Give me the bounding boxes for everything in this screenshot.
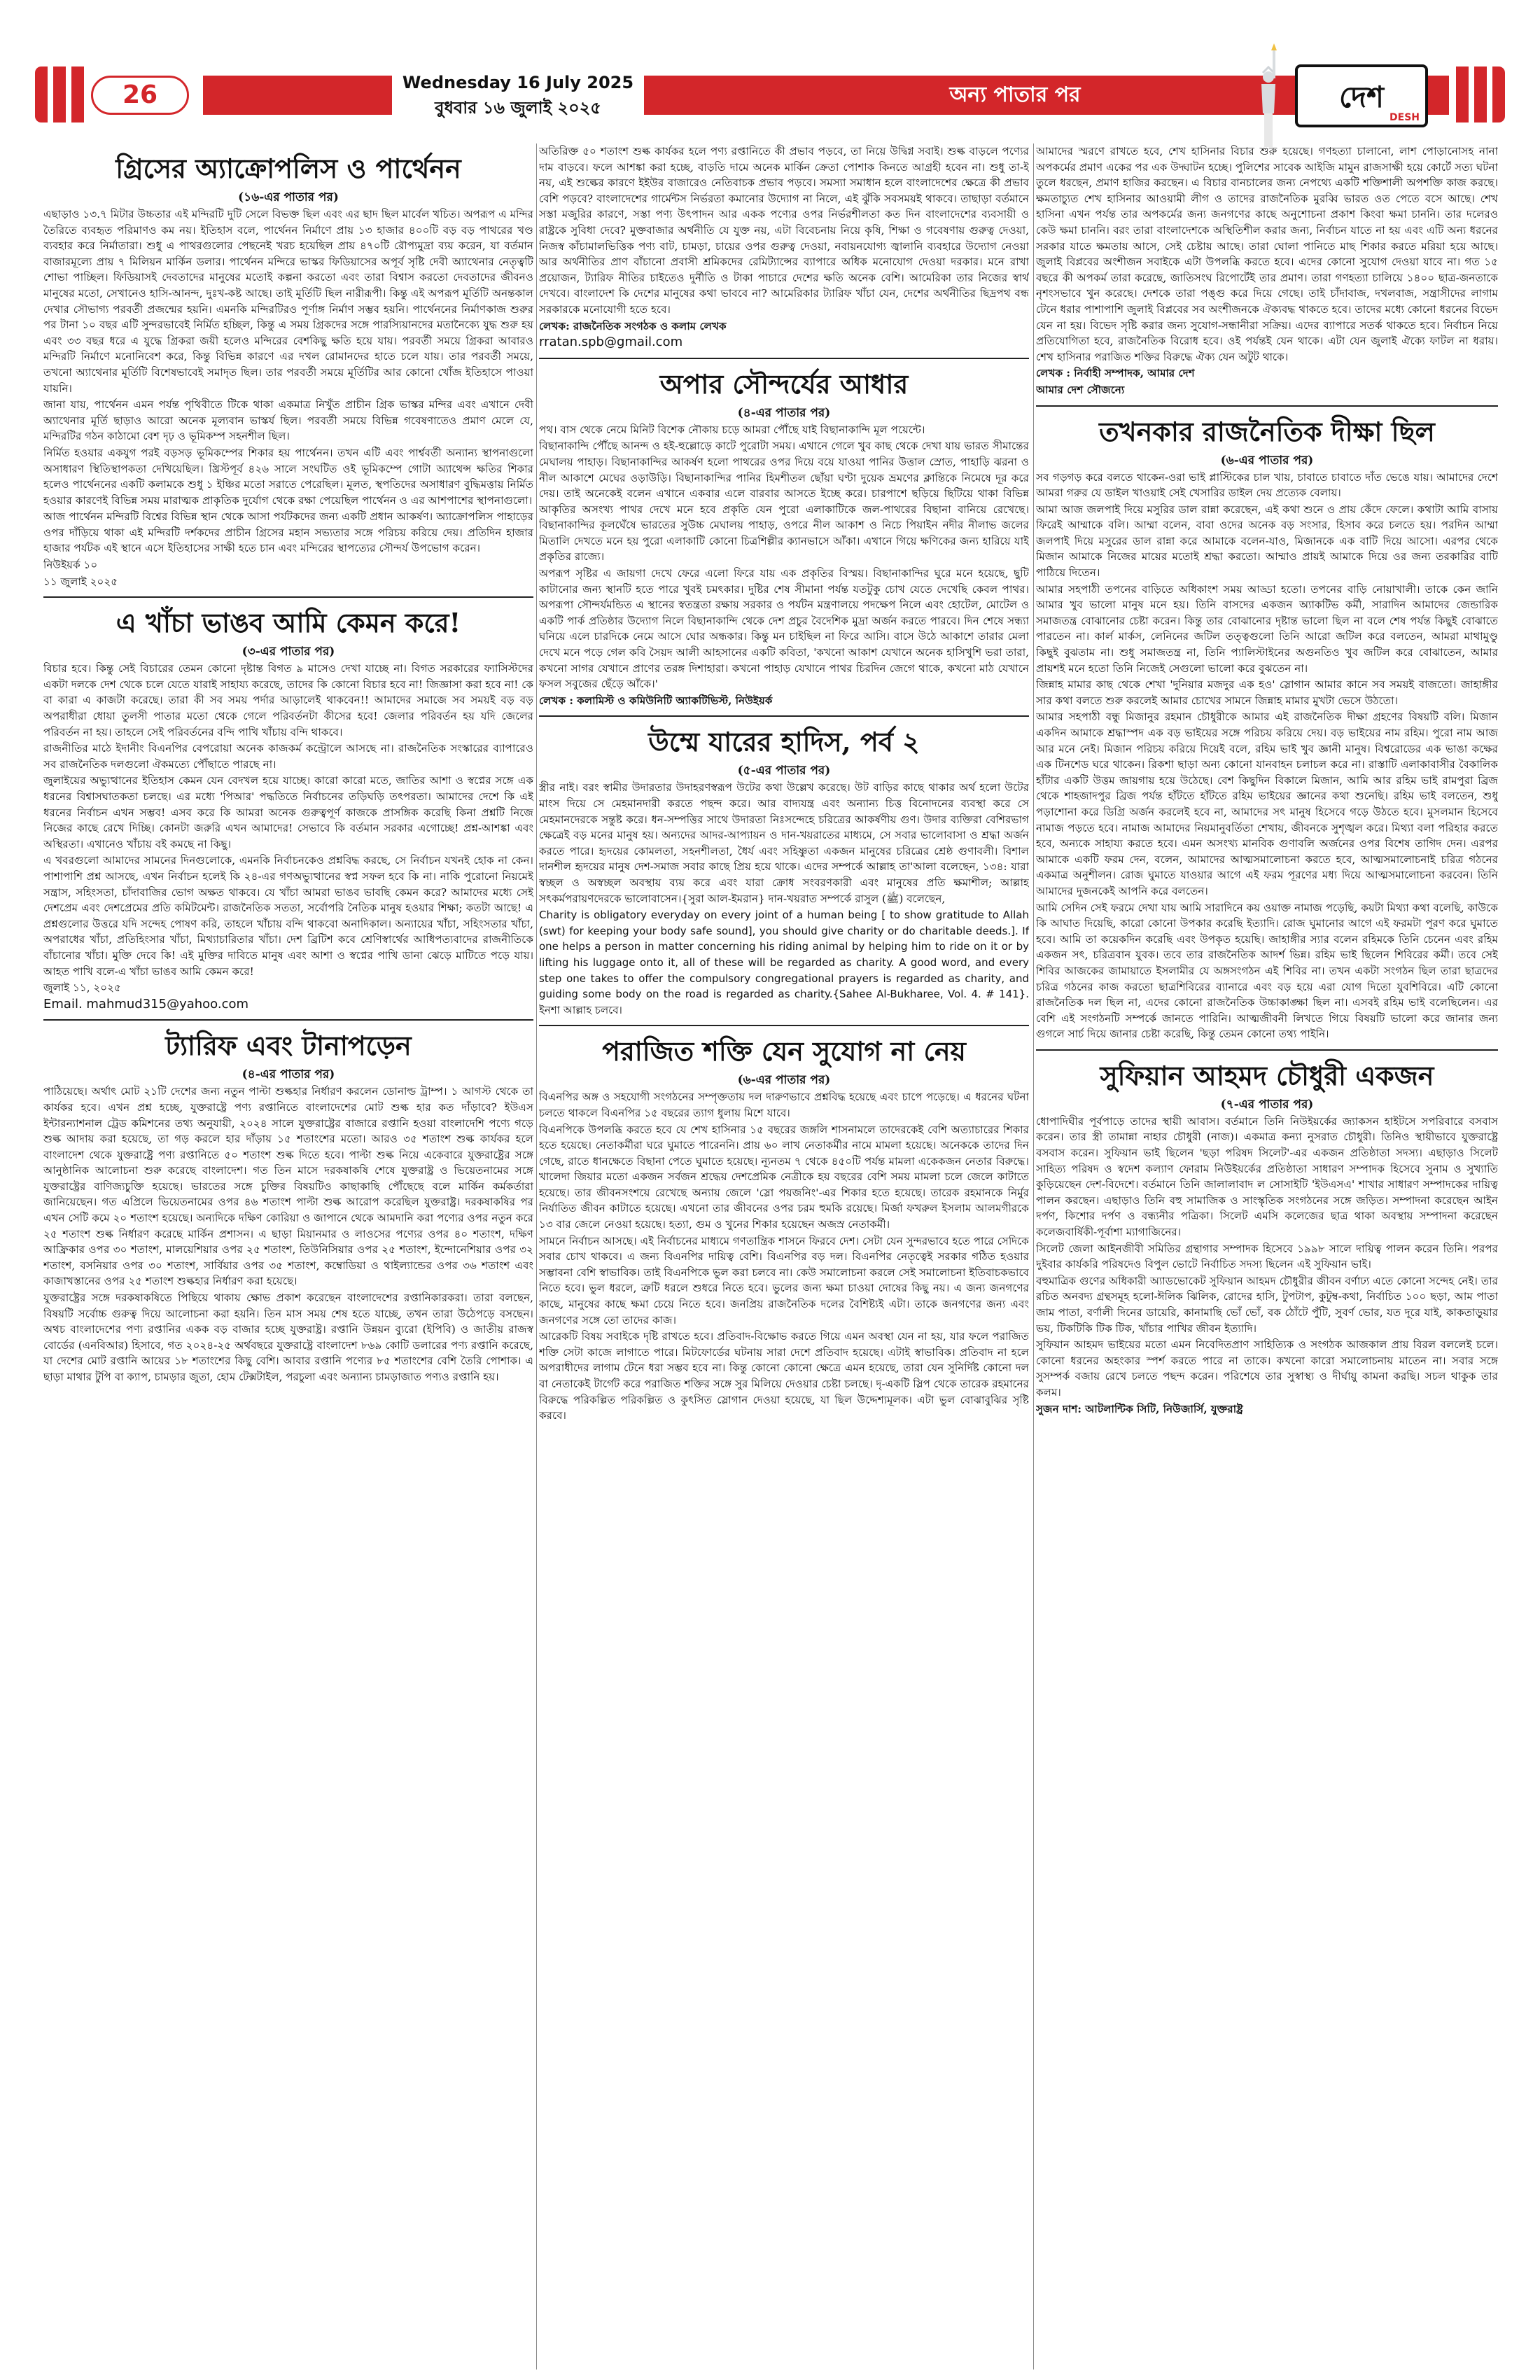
article-divider — [43, 596, 533, 598]
article-title: অপার সৌন্দর্যের আধার — [659, 368, 909, 400]
article-title: গ্রিসের অ্যাক্রোপলিস ও পার্থেনন — [115, 153, 461, 184]
article-title: ট্যারিফ এবং টানাপড়েন — [165, 1030, 412, 1062]
column-1 — [43, 144, 533, 2370]
article-paragraph: এছাড়াও ১৩.৭ মিটার উচ্চতার এই মন্দিরটি দুটি সেলে বিভক্ত ছিল এবং এর ছাদ ছিল মার্বেল খচিত। অপরূপ এ মন্দির তৈরিতে ব্যবহৃত পরিমাণও কম নয়। ইতিহাস বলে, পার্থেনন নির্মাণে প্রায় ১৩ হাজার ৪০০টি বড় বড় পাথরের খণ্ড ব্যবহার করে নির্মাতারা। শুধু এ পাথরগুলোর পেছনেই খরচ হয়েছিল প্রায় ৪৭০টি রৌপ্যমুদ্রা ব্যয় করেন, যা বর্তমান বাজারমূল্যে প্রায় ৭ মিলিয়ন মার্কিন ডলার। পার্থেনন মন্দিরে ভাস্কর ফিডিয়াসের অপূর্ব সৃষ্টি দেবী অ্যাথেনার নেতৃত্বটি শোভা পাচ্ছিল। ফিডিয়াসই দেবতাদের মানুষের মতোই কল্পনা করতো এবং তারা বিশ্বাস করতো দেবতাদের জীবনও মানুষের মতো, সেখানেও হাসি-আনন্দ, দুঃখ-কষ্ট আছে। তাই মূর্তিটি ছিল নারীরূপী। কিন্তু এই অপরূপ মূর্তিটি অনন্তকাল দেখার সৌভাগ্য পরবর্তী প্রজন্মের হয়নি। এমনকি মন্দিরটিরও পূর্ণাঙ্গ নির্মাণ সম্ভব হয়নি। পার্থেননের নির্মাণকাজ শুরুর পর টানা ১০ বছর এটি সুন্দরভাবেই নির্মিত হচ্ছিল, কিন্তু এ সময় গ্রিকদের সঙ্গে পারস্যিয়ানদের মতানৈক্যে যুদ্ধ শুরু হয় এবং ৩৩ বছর ধরে এ যুদ্ধে গ্রিকরা জয়ী হলেও মন্দিরের বেশকিছু ক্ষতি হয়ে যায়। পরবর্তী সময়ে গ্রিকরা আবারও মন্দিরটি নির্মাণে মনোনিবেশ করে, কিন্তু বিভিন্ন কারণে এর দখল রোমানদের হাতে চলে যায়। তার পরবর্তী সময়ে, তখনো অ্যাথেনার মূর্তিটি বিশেষভাবেই সমাদৃত ছিল। তার পরবর্তী সময়ে মূর্তিটির আর কোনো খোঁজ ইতিহাসে পাওয়া যায়নি। — [43, 208, 533, 395]
column-divider — [536, 144, 537, 2370]
article-divider — [1036, 1049, 1498, 1051]
article-byline: লেখক : নির্বাহী সম্পাদক, আমার দেশ — [1036, 367, 1195, 380]
continued-label: (৭-এর পাতার পর) — [1220, 1097, 1314, 1112]
article-date: ১১ জুলাই ২০২৫ — [43, 575, 118, 588]
article-paragraph: আমার সহপাঠী বন্ধু মিজানুর রহমান চৌধুরীকে আমার এই রাজনৈতিক দীক্ষা গ্রহণের বিষয়টি বলি। মিজান একদিন আমাকে শ্রদ্ধাস্পদ এক বড় ভাইয়ের সঙ্গে পরিচয় করিয়ে দেয়। বড় ভাইয়ের নাম রহিম। পুরো নাম আজ আর মনে নেই। মিজান পরিচয় করিয়ে দিয়েই বলে, রহিম ভাই খুব জ্ঞানী মানুষ। বিশ্বরোডের এক ভাঙা কক্ষের এক টিনশেড ঘরে থাকেন। রিকশা ছাড়া অন্য কোনো যানবাহন চলাচল করে না। রাস্তাটি এলাকাবাসীর বৈকালিক হাঁটার একটি উত্তম জায়গায় হয়ে উঠেছে। বেশ কিছুদিন বিকালে মিজান, আমি আর রহিম ভাই রামপুরা ব্রিজ থেকে শাহজাদপুর ব্রিজ পর্যন্ত হাঁটতে হাঁটতে রহিম ভাইয়ের জ্ঞানের কথা শুনেছি। রহিম ভাই বলতেন, শুধু পড়াশোনা করে ডিগ্রি অর্জন করলেই হবে না, আমাদের সৎ মানুষ হিসেবে গড়ে উঠতে হবে। মুসলমান হিসেবে নামাজ পড়তে হবে। নামাজ আমাদের নিয়মানুবর্তিতা শেখায়, জীবনকে সুশৃঙ্খল করে। মিথ্যা বলা পরিহার করতে হবে, অন্যকে সাহায্য করতে হবে। এমন অসংখ্য মানবিক গুণাবলি অর্জনের ওপর বিশেষ তাগিদ দেন। এরপর আমাকে একটি ফরম দেন, বলেন, আমাদের আত্মসমালোচনা করতে হবে, আত্মসমালোচনাই চরিত্র গঠনের একমাত্র অনুশীলন। রোজ ঘুমাতে যাওয়ার আগে এই ফরম পূরণের মধ্য দিয়ে আত্মসমালোচনা করবেন। তিনি আমাদের দুজনকেই আপনি করে বলতেন। — [1036, 710, 1498, 897]
left-decor-mark — [35, 66, 84, 122]
article-paragraph: সামনে নির্বাচন আসছে। এই নির্বাচনের মাধ্যমে গণতান্ত্রিক শাসনে ফিরবে দেশ। সেটা যেন সুন্দরভাবে হতে পারে সেদিকে সবার চোখ থাকবে। এ জন্য বিএনপির দায়িত্ব বেশি। বিএনপির বড় দল। বিএনপির নেতৃত্বেই সরকার গঠিত হওয়ার সম্ভাবনা বেশি স্বাভাবিক। তাই বিএনপিকে ভুল করা চলবে না। কেউ সমালোচনা করলে সেই সমালোচনা ইতিবাচকভাবে নিতে হবে। ভুল ধরলে, ত্রুটি ধরলে শুধরে নিতে হবে। ভুলের জন্য ক্ষমা চাওয়া দোষের কিছু নয়। এ জন্য জনগণের কাছে, মানুষের কাছে ক্ষমা চেয়ে নিতে হবে। জনপ্রিয় রাজনৈতিক দলের বৈশিষ্ট্যই এটা। তাকে জনগণের জন্য এবং জনগণের সঙ্গে তো তাদের কাজ। — [539, 1234, 1029, 1326]
article-paragraph: আরেকটি বিষয় সবাইকে দৃষ্টি রাখতে হবে। প্রতিবাদ-বিক্ষোভ করতে গিয়ে এমন অবস্থা যেন না হয়, যার ফলে পরাজিত শক্তি সেটা কাজে লাগাতে পারে। মিটফোর্ডের ঘটনায় সারা দেশে প্রতিবাদ হয়েছে। এটাই স্বাভাবিক। প্রতিবাদ না হলে অপরাধীদের লাগাম টেনে ধরা সম্ভব হবে না। কিন্তু কোনো কোনো ক্ষেত্রে এমন হয়েছে, তারা যেন সুনির্দিষ্ট কোনো দল বা নেতাকেই টার্গেট করে পরাজিত শক্তির সঙ্গে সুর মিলিয়ে দেওয়ার চেষ্টা চলছে। দৃ-একটি স্লিপ থেকে তারেক রহমানের বিরুদ্ধে পরিকল্পিত পরিকল্পিত ও কুৎসিত স্লোগান দেওয়া হয়েছে, যা ছিল উদ্দেশ্যমূলক। এটা ভুল বোঝাবুঝির সৃষ্টি করবে। — [539, 1330, 1029, 1422]
continued-label: (১৬-এর পাতার পর) — [238, 190, 339, 204]
author-email: rratan.spb@gmail.com — [539, 335, 683, 350]
continued-label: (৬-এর পাতার পর) — [1220, 453, 1314, 468]
logo-text: দেশ — [1339, 80, 1384, 114]
article-title: পরাজিত শক্তি যেন সুযোগ না নেয় — [602, 1035, 966, 1068]
date-box — [392, 70, 644, 123]
logo-subtext: DESH — [1390, 112, 1420, 123]
column-2 — [539, 144, 1029, 2370]
article-paragraph: আমার সহপাঠী তপনের বাড়িতে অধিকাংশ সময় আড্ডা হতো। তপনের বাড়ি নোয়াখালী। তাকে কেন জানি আমার খুব ভালো মানুষ মনে হয়। তিনি বাসদের একজন অ্যাকটিভ কর্মী, সারাদিন আমাদের জেন্ডারিক সমাজতন্ত্র বোঝানোর চেষ্টা করেন। কিন্তু তার বোঝানোর দৃষ্টান্ত ভালো ছিল না বলে শেষ পর্যন্ত কিছুই বোঝাতে পারতেন না। কার্ল মার্কস, লেনিনের জটিল তত্ত্বগুলো তিনি আরো জটিল করে বলতেন, আমরা মাথামুণ্ডু কিছুই বুঝতাম না। শুধু সমাজতন্ত্র না, তিনি প্যালিস্টাইনের অগুনতিও খুব জটিল করে বোঝাতেন, আমার প্রায়শই মনে হতো তিনি নিজেই সেগুলো ভালো করে বুঝতেন না। — [1036, 582, 1498, 675]
author-email: Email. mahmud315@yahoo.com — [43, 996, 249, 1011]
statue-of-liberty-icon — [1253, 42, 1284, 147]
article-paragraph: জানা যায়, পার্থেনন এমন পর্যন্ত পৃথিবীতে টিকে থাকা একমাত্র নিখুঁত প্রাচীন গ্রিক ভাস্কর মন্দির এবং এখানে দেবী অ্যাথেনার মূর্তি ছাড়াও আরো অনেক মূল্যবান ভাস্কর্য ছিল। পরবর্তী সময়ে বিভিন্ন গবেষণাতেও প্রমাণ মেলে যে, মন্দিরটির গঠন কাঠামো বেশ দৃঢ় ও ভূমিকম্প সহনশীল ছিল। — [43, 398, 533, 443]
article-credit: আমার দেশ সৌজন্যে — [1036, 383, 1125, 396]
article-paragraph: আমা আজ জলপাই দিয়ে মসুরির ডাল রান্না করেছেন, এই কথা শুনে ও প্রায় কেঁদে ফেলে। কথাটা আমি বাসায় ফিরেই আম্মাকে বলি। আম্মা বলেন, বাবা ওদের অনেক বড় সংসার, হিসাব করে চলতে হয়। পরদিন আম্মা জলপাই দিয়ে মসুরের ডাল রান্না করে আমাকে বলেন-যাও, মিজানকে এক বাটি দিয়ে আসো। এরপর থেকে মিজান আমাকে নিজের মায়ের মতোই শ্রদ্ধা করতো। আম্মাও প্রায়ই আমাকে দিয়ে ওর জন্য তরকারির বাটি পাঠিয়ে দিতেন। — [1036, 503, 1498, 580]
article-divider — [539, 715, 1029, 717]
article-divider — [1036, 405, 1498, 407]
article-paragraph: বিচার হবে। কিন্তু সেই বিচারের তেমন কোনো দৃষ্টান্ত বিগত ৯ মাসেও দেখা যাচ্ছে না। বিগত সরকারের ফ্যাসিস্টদের একটা দলকে দেশ থেকে চলে যেতে যারাই সাহায্য করেছে, তাদের কি কোনো বিচার হবে না! জিজ্ঞাসা করা হবে না! কে বা কারা এ কাজটা করেছে। তারা কী সব সময় পর্দার আড়ালেই থাকবেন!! আমাদের সমাজে সব সময়ই বড় বড় অপরাধীরা ধোয়া তুলসী পাতার মতো থেকে গেলে পরিবর্তনটা কীসের হবে! জেলার পরিবর্তন হয় যদি জেলের পরিবর্তন না হয়। তাহলে সেই পরিবর্তনের বন্দি পাখি খাঁচায় বন্দি থাকবে। — [43, 662, 533, 738]
column-divider — [1033, 144, 1034, 2370]
continued-label: (৪-এর পাতার পর) — [737, 405, 831, 420]
article-paragraph: ধোপাদিঘীর পূর্বপাড়ে তাদের স্থায়ী আবাস। বর্তমানে তিনি নিউইয়র্কের জ্যাকসন হাইটসে সপরিবারে বসবাস করেন। তার স্ত্রী তামান্না নাহার চৌধুরী (নাজ)। একমাত্র কন্যা নুসরাত চৌধুরী। তিনিও স্থায়ীভাবে যুক্তরাষ্ট্রে বসবাস করেন। সুফিয়ান ভাই ছিলেন 'ছড়া পরিষদ সিলেট'-এর একজন প্রতিষ্ঠাতা সদস্য। এছাড়াও সিলেট সাহিত্য পরিষদ ও স্বদেশ কল্যাণ ফোরাম নিউইয়র্কের প্রতিষ্ঠাতা সাধারণ সম্পাদক হিসেবে সুনাম ও সুখ্যাতি কুড়িয়েছেন দেশ-বিদেশে। বর্তমানে তিনি জালালাবাদ ল সোসাইটি 'ইউএসএ' শাখার সাধারণ সম্পাদকের দায়িত্ব পালন করছেন। এছাড়াও তিনি বহু সামাজিক ও সাংস্কৃতিক সংগঠনের সঙ্গে জড়িত। সম্পাদনা করেছেন আইন দর্পণ, কিশোর দর্পণ ও বন্ধ্যনীর পত্রিকা। সিলেট এমসি কলেজের ছাত্র থাকা অবস্থায় সম্পাদনা করেছেন কলেজবার্ষিকী-পূর্বাশা ম্যাগাজিনের। — [1036, 1114, 1498, 1239]
article-byline: লেখক: রাজনৈতিক সংগঠক ও কলাম লেখক — [539, 319, 727, 332]
article-paragraph: স্ত্রীর নাই। বরং স্বামীর উদারতার উদাহরণস্বরূপ উটের কথা উল্লেখ করেছে। উট বাড়ির কাছে থাকার অর্থ হলো উটের মাংস দিয়ে সে মেহমানদারী করতে পছন্দ করে। আর বাদ্যযন্ত্র এবং অন্যান্য চিত্ত বিনোদনের ব্যবস্থা করে সে মেহমানদেরকে সন্তুষ্ট করে। ধন-সম্পত্তির সাথে উদারতা নিঃসন্দেহে চরিত্রের আকর্ষণীয় গুণ। উদার ব্যক্তিরা বেশিরভাগ ক্ষেত্রেই বড় মনের মানুষ হয়। অন্যদের আদর-আপ্যায়ন ও দান-খয়রাতের মাধ্যমে, সে সবার ভালোবাসা ও শ্রদ্ধা অর্জন করতে পারে। হৃদয়ের কোমলতা, সহনশীলতা, ধৈর্য এবং সহিষ্ণুতা একজন মানুষের চরিত্রের শ্রেষ্ঠ গুণাবলী। বিশাল দানশীল হৃদয়ের মানুষ দেশ-সমাজ সবার কাছে প্রিয় হয়ে থাকে। এদের সম্পর্কে আল্লাহ তা'আলা বলেছেন, ১৩৪: যারা স্বচ্ছল ও অস্বচ্ছল অবস্থায় ব্যয় করে এবং যারা ক্রোধ সংবরণকারী এবং মানুষের প্রতি ক্ষমাশীল; আল্লাহ সৎকর্মপরায়ণদেরকে ভালোবাসেন।{সুরা আল-ইমরান} দান-খয়রাত সম্পর্কে রাসুল (ﷺ) বলেছেন, — [539, 781, 1029, 905]
page-number: 26 — [91, 76, 189, 115]
article-paragraph: বিএনপির অঙ্গ ও সহযোগী সংগঠনের সম্পৃক্ততায় দল দারুণভাবে প্রশ্নবিদ্ধ হয়েছে এবং চাপে পড়েছে। এ ধরনের ঘটনা চলতে থাকলে বিএনপির ১৫ বছরের ত্যাগ ধুলায় মিশে যাবে। — [539, 1091, 1029, 1119]
article-paragraph: বিএনপিকে উপলব্ধি করতে হবে যে শেখ হাসিনার ১৫ বছরের জঙ্গলি শাসনামলে তাদেরকেই বেশি অত্যাচারের শিকার হতে হয়েছে। নেতাকর্মীরা ঘরে ঘুমাতে পারেননি। প্রায় ৬০ লাখ নেতাকর্মীর নামে মামলা হয়েছে। অনেককে তাদের দিন গেছে, রাতে ধানক্ষেতে বিছানা পেতে ঘুমাতে হয়েছে। ন্যূনতম ৭ থেকে ৪৫০টি পর্যন্ত মামলা একেকজন নেতার বিরুদ্ধে। খালেদা জিয়ার মতো একজন সর্বজন শ্রদ্ধেয় দেশপ্রেমিক নেত্রীকে হয় বছরের বেশি সময় মামলা চলে জেলে কাটাতে হয়েছে। তার জীবনসংশয়ে রেখেছে অন্যায় জেলে 'স্লো পয়জনিং'-এর শিকার হতে হয়েছে। তারেক রহমানকে নির্মুর নির্যাতিত জীবন কাটাতে হয়েছে। এখনো তার জীবনের ওপর চরম হুমকি রয়েছে। মির্জা ফখরুল ইসলাম আলমগীরকে ১৩ বার জেলে নেওয়া হয়েছে। হত্যা, গুম ও খুনের শিকার হয়েছেন অজস্র নেতাকর্মী। — [539, 1123, 1029, 1231]
article-divider — [43, 1019, 533, 1021]
article-paragraph: অপরূপ সৃষ্টির এ জায়গা দেখে ফেরে এলো ফিরে যায় এক প্রকৃতির বিস্ময়। বিছানাকান্দির ঘুরে মনে হয়েছে, ছুটি কাটানোর জন্য স্থানটি হতে পারে খুবই চমৎকার। দুষ্টির শেষ সীমানা পর্যন্ত যতটুকু চোখ যেতে দেখেছি কেবল পাথর। অপরূপা সৌন্দর্যমন্ডিত এ স্থানের স্বতন্ত্রতা রক্ষায় সরকার ও পর্যটন মন্ত্রণালয়ে পদক্ষেপ নিলে এবং হোটেল, মোটেল ও একটি পার্ক প্রতিষ্ঠার উদ্যোগ নিলে বিছানাকান্দি থেকে দেশ প্রচুর বৈদেশিক মুদ্রা অর্জন করতে পারবে। দিন শেষে সন্ধ্যা ঘনিয়ে এলে চারদিকে নেমে আসে ঘোর অন্ধকার। কিন্তু মন চাইছিল না ফিরে আসি। বাসে উঠে আকাশে তারার মেলা দেখে মনে পড়ে গেল কবি সৈয়দ আলী আহসানের একটি কবিতা, 'কখনো আকাশ যেখানে অনেক হাসিখুশি ভরা তারা, কখনো সাগর যেখানে প্রাণের তরঙ্গ দিশাহারা। কখনো পাহাড় যেখানে পাথর চিরদিন জেগে থাকে, কখনো মাঠ যেখানে ফসল সবুজের ছেঁড়ে আঁকে।' — [539, 567, 1029, 691]
article-paragraph: রাজনীতির মাঠে ইদানীং বিএনপির বেপরোয়া অনেক কাজকর্ম কন্ট্রোলে আসছে না। রাজনৈতিক সংস্কারের ব্যাপারেও সব রাজনৈতিক দলগুলো ঐকমত্যে পৌঁছাতে পারছে না। — [43, 742, 533, 771]
article-title: তখনকার রাজনৈতিক দীক্ষা ছিল — [1099, 415, 1435, 447]
article-title: উম্মে যারের হাদিস, পর্ব ২ — [648, 726, 920, 758]
desh-logo — [1295, 64, 1428, 127]
article-title: এ খাঁচা ভাঙব আমি কেমন করে! — [115, 607, 461, 639]
continued-label: (৫-এর পাতার পর) — [737, 764, 831, 778]
article-divider — [539, 358, 1029, 359]
article-paragraph: পথ। বাস থেকে নেমে মিনিট বিশেক নৌকায় চড়ে আমরা পৌঁছে যাই বিছানাকান্দি মূল পয়েন্টে। — [539, 423, 925, 436]
right-decor-mark — [1456, 66, 1505, 122]
article-place: নিউইয়র্ক ১০ — [43, 559, 98, 572]
article-paragraph: যুক্তরাষ্ট্রের সঙ্গে দরকষাকষিতে পিছিয়ে থাকায় ক্ষোভ প্রকাশ করেছেন বাংলাদেশের রপ্তানিকারকরা। তারা বলছেন, বিষয়টি সর্বোচ্চ গুরুত্ব দিয়ে আলোচনা করা হয়নি। তিন মাস সময় শেষ হতে যাচ্ছে, তখন তারা উঠেপড়ে বসছেন। অথচ বাংলাদেশের পণ্য রপ্তানির একক বড় বাজার হচ্ছে যুক্তরাষ্ট্র। রপ্তানি উন্নয়ন ব্যুরো (ইপিবি) ও জাতীয় রাজস্ব বোর্ডের (এনবিআর) হিসাবে, গত ২০২৪-২৫ অর্থবছরে যুক্তরাষ্ট্রে বাংলাদেশ ৮৬৯ কোটি ডলারের পণ্য রপ্তানি করেছে, যা দেশের মোট রপ্তানি আয়ের ১৮ শতাংশের কিছু বেশি। আবার রপ্তানি পণ্যের ৮৫ শতাংশের বেশি তৈরি পোশাক। এ ছাড়া মাথার টুপি বা ক্যাপ, চামড়ার জুতা, হোম টেক্সটাইল, পরচুলা এবং অন্যান্য চামড়াজাত পণ্যও রপ্তানি হয়। — [43, 1292, 533, 1383]
article-byline: সুজন দাশ: আটলান্টিক সিটি, নিউজার্সি, যুক্তরাষ্ট্র — [1036, 1402, 1243, 1415]
article-paragraph: বিছানাকান্দি পৌঁছে আনন্দ ও হই-হুল্লোড়ে কাটে পুরোটা সময়। এখানে গেলে খুব কাছ থেকে দেখা যায় ভারত সীমান্তের মেঘালয় পাহাড়। বিছানাকান্দির আকর্ষণ হলো পাথরের ওপর দিয়ে বয়ে যাওয়া পানির উত্তাল স্রোত, পাহাড়ি ঝরনা ও নীল আকাশে মেঘের ওড়াউড়ি। বিছানাকান্দির পানির হিমশীতল ছোঁয়া ঘণ্টা দুয়েক ভ্রমণের ক্লান্তিকে নিমেষে দূর করে দেয়। তাই অনেকেই বলেন এখানে একবার এলে বারবার আসতে ইচ্ছে করে। চারপাশে ছড়িয়ে ছিটিয়ে থাকা বিভিন্ন আকৃতির অসংখ্য পাথর দেখে মনে হবে প্রকৃতি যেন পুরো এলাকাটিকে জল-পাথরের বিছানা বানিয়ে রেখেছে। বিছানাকান্দির কূলঘেঁষে ভারতের সুউচ্চ মেঘালয় পাহাড়, ওপরে নীল আকাশ ও নিচে পিয়াইন নদীর নীলাভ জলের মিতালি দেখতে মনে হয় পুরো এলাকাটি কোনো চিত্রশিল্পীর ক্যানভাসে আঁকা। এখানে গিয়ে ক্ষণিকের জন্য হারিয়ে যাই প্রকৃতির রাজ্যে। — [539, 440, 1029, 564]
continued-label: (৪-এর পাতার পর) — [241, 1068, 335, 1082]
article-byline: লেখক : কলামিস্ট ও কমিউনিটি অ্যাকটিভিস্ট, নিউইয়র্ক — [539, 694, 773, 707]
article-date: জুলাই ১১, ২০২৫ — [43, 981, 121, 995]
article-paragraph-english: Charity is obligatory everyday on every joint of a human being [ to show gratitude to Allah (swt) for keeping your body safe sound], you should give charity or do charitable deeds.]. If one helps a person in matter concerning his riding animal by helping him to ride on it or by lifting his luggage onto it, all of these will be regarded as charity. A good word, and every step one takes to offer the compulsory congregational prayers is regarded as charity, and guiding some body on the road is regarded as charity.{Sahee Al-Bukharee, Vol. 4. # 141}. ইনশা আল্লাহ চলবে। — [539, 909, 1029, 1016]
article-paragraph: আমাদের স্মরণে রাখতে হবে, শেখ হাসিনার বিচার শুরু হয়েছে। গণহত্যা চালানো, লাশ পোড়ানোসহ নানা অপকর্মের প্রমাণ একের পর এক উদ্ঘাটন হচ্ছে। পুলিশের সাবেক আইজি মামুন রাজসাক্ষী হয়ে কোর্টে সত্য ঘটনা তুলে ধরছেন, প্রমাণ হাজির করছেন। এ বিচার বানচালের জন্য নেপথ্যে একটি শক্তিশালী অপশক্তি কাজ করছে। ক্ষমতাচ্যুত শেখ হাসিনার আওয়ামী লীগ ও তাদের রাজনৈতিক মুরব্বি ভারত ওত পেতে বসে আছে। শেখ হাসিনা এখন পর্যন্ত তার অপকর্মের জন্য জনগণের কাছে অনুশোচনা প্রকাশ কিংবা ক্ষমা চাননি। তার দলেরও কেউ ক্ষমা চাননি। বরং তারা বাংলাদেশকে অস্থিতিশীল করার জন্য, নির্বাচন যাতে না হয় এবং এটি অন্য ধরনের সরকার যাতে ক্ষমতায় আসে, সেই চেষ্টায় আছে। তারা ঘোলা পানিতে মাছ শিকার করতে মরিয়া হয়ে আছে। জুলাই বিপ্লবের অংশীজন সবাইকে এটা উপলব্ধি করতে হবে। এদের কোনো সুযোগ দেওয়া যাবে না। গত ১৫ বছরে কী অপকর্ম তারা করেছে, জাতিসংঘ রিপোর্টেই তার প্রমাণ। তারা গণহত্যা চালিয়ে ১৪০০ ছাত্র-জনতাকে নৃশংসভাবে খুন করেছে। দেশকে তারা পঙ্গু করে দিয়ে গেছে। তাই চাঁদাবাজ, দখলবাজ, সন্ত্রাসীদের লাগাম টেনে ধরার পাশাপাশি জুলাই বিপ্লবের সব অংশীজনকে ঐক্যবদ্ধ থাকতে হবে। তাদের মধ্যে কোনো ধরনের বিভেদ যেন না হয়। বিভেদ সৃষ্টি করার জন্য সুযোগ-সন্ধানীরা সক্রিয়। এদের ব্যাপারে সতর্ক থাকতে হবে। নির্বাচন নিয়ে প্রতিযোগিতা হবে, রাজনৈতিক বিরোধ হবে। ওই পর্যন্তই যেন থাকে। এটা যেন জুলাই ঐক্যে ফাটল না ধরায়। শেখ হাসিনার পরাজিত শক্তির বিরুদ্ধে ঐক্য যেন অটুট থাকে। — [1036, 145, 1498, 363]
article-paragraph: এ খবরগুলো আমাদের সামনের দিনগুলোকে, এমনকি নির্বাচনকেও প্রশ্নবিদ্ধ করছে, সে নির্বাচন যখনই হোক না কেন। পাশাপাশি প্রশ্ন আসছে, এখন নির্বাচন হলেই কি ২৪-এর গণঅভ্যুত্থানের স্বপ্ন সফল হবে কি না। নাকি পুরোনো নিয়মেই সন্ত্রাস, সহিংসতা, চাঁদাবাজির ভোগ অক্ষত থাকবে। যে খাঁচা আমরা ভাঙব ভাবছি কেমন করে? আমাদের মধ্যে সেই দেশপ্রেম এবং দেশপ্রেমের প্রতি কমিটমেন্ট। রাজনৈতিক সততা, সর্বোপরি নৈতিক মানুষ হওয়ার শিক্ষা; কতটা আছে! এ প্রশ্নগুলোর উত্তরে যদি সন্দেহ পোষণ করি, তাহলে খাঁচায় বন্দি থাকবো অনাদিকাল। অন্যায়ের খাঁচা, সহিংসতার খাঁচা, অপরাধের খাঁচা, প্রতিহিংসার খাঁচা, মিথ্যাচারিতার খাঁচা। দেশ ব্রিটিশ কবে শ্রেণিস্বার্থের আধিপত্যবাদের রাজনীতিকে বাঁচানোর খাঁচা। মুক্তি দেবে কি! এই মুক্তির দাবিতে মানুষ এবং আশা ও স্বপ্নের পাখি ডানা ঝেড়ে মাটিতে পড়ে যায়। আহত পাখি বলে-এ খাঁচা ভাঙব আমি কেমন করে! — [43, 854, 533, 978]
article-paragraph: জুলাইয়ের অভ্যুত্থানের ইতিহাস কেমন যেন বেদখল হয়ে যাচ্ছে। কারো কারো মতে, জাতির আশা ও স্বপ্নের সঙ্গে এক ধরনের বিশ্বাসঘাতকতা চলছে। এর মধ্যে 'পিআর' পদ্ধতিতে নির্বাচনের তড়িঘড়ি তৎপরতা। আমাদের দেশে কি এই ধরনের নির্বাচন এখন সম্ভব! এসব করে কি আমরা অনেক গুরুত্বপূর্ণ কাজকে প্রাসঙ্গিক করেছি কিনা প্রশ্নটি নিজে নিজের কাছে রেখে দিচ্ছি। কোনটা জরুরি এখন আমাদের! সেভাবে কি বর্তমান সরকার এগোচ্ছে! প্রশ্ন-আশঙ্কা এবং অস্থিরতা। এখানেও খাঁচায় বই কমছে না কিছু। — [43, 774, 533, 850]
article-paragraph: আমি সেদিন সেই ফরমে দেখা যায় আমি সারাদিনে কয় ওয়াক্ত নামাজ পড়েছি, কয়টা মিথ্যা কথা বলেছি, কাউকে কি আঘাত দিয়েছি, কারো কোনো উপকার করেছি ইত্যাদি। রোজ ঘুমানোর আগে এই ফরমটা পূরণ করে ঘুমাতে হবে। আমি তা কয়েকদিন করেছি এবং উপকৃত হয়েছি। জাহাঙ্গীর স্যার বলেন রহিমকে তিনি চেনেন এবং রহিম একজন সৎ, চরিত্রবান যুবক। তবে তার রাজনৈতিক আদর্শ ভিন্ন। রহিম ভাই ছিলেন শিবিরের কর্মী। তবে সেই শিবির আজকের জামায়াতে ইসলামীর যে অঙ্গসংগঠন এই শিবির না। তখন একটা সংগঠন ছিল তারা ছাত্রদের চরিত্র গঠনের কাজ করতো ছাত্রশিবিরের ব্যানারে এবং বড় হয়ে এরা যোগ দিতো যুবশিবিরে। এটি কোনো রাজনৈতিক দল ছিল না, এদের কোনো রাজনৈতিক উচ্চাকাঙ্ক্ষা ছিল না। এসবই রহিম ভাই বলেছিলেন। এর বেশি এই সংগঠনটি সম্পর্কে জানতে পারিনি। আত্মজীবনী লিখতে গিয়ে বিষয়টি ভালো করে জানার জন্য গুগলে সার্চ দিয়ে জানার চেষ্টা করেছি, কিন্তু তেমন কোনো তথ্য পাইনি। — [1036, 901, 1498, 1041]
page-header — [0, 0, 1540, 147]
column-3 — [1036, 144, 1498, 2370]
article-divider — [539, 1025, 1029, 1026]
article-paragraph: অতিরিক্ত ৫০ শতাংশ শুল্ক কার্যকর হলে পণ্য রপ্তানিতে কী প্রভাব পড়বে, তা নিয়ে উদ্বিগ্ন সবাই। শুল্ক বাড়লে পণ্যের দাম বাড়বে। ফলে আশঙ্কা করা হচ্ছে, বাড়তি দামে অনেক মার্কিন ক্রেতা পোশাক কিনতে আগ্রহী হবেন না। শুধু তা-ই নয়, এই শুল্কের কারণে ইইউর বাজারেও নেতিবাচক প্রভাব পড়বে। সমস্যা সমাধান হলে বাংলাদেশের ক্ষেত্রে কী প্রভাব বেশি পড়বে? বাংলাদেশের গার্মেন্টস নির্ভরতা কমানোর উদ্যোগ না নিলে, এই ঝুঁকি সবসময়ই থাকবে। তাছাড়া বর্তমানে সস্তা মজুরির কারণে, সস্তা পণ্য উৎপাদন আর একক পণ্যের ওপর নির্ভরশীলতা কত দিন বাংলাদেশের ব্যবসায়ী ও রাষ্ট্রকে সুবিধা দেবে? মুক্তবাজার অর্থনীতি যে যুক্ত নয়, এটা বিবেচনায় নিয়ে কৃষি, শিক্ষা ও গবেষণায় গুরুত্ব দেওয়া, নিজস্ব কাঁচামালভিত্তিক পণ্য বাট, চামড়া, চায়ের ওপর গুরুত্ব দেওয়া, নবায়নযোগ্য জ্বালানি ব্যবহারে উদ্যোগ নেওয়া আর অর্থনীতির প্রাণ বাঁচানো প্রবাসী শ্রমিকদের রেমিট্যান্সের ব্যাপারে অধিক মনোযোগ দেওয়া দরকার। মনে রাখা প্রয়োজন, ট্যারিফ নীতির চাইতেও দুর্নীতি ও টাকা পাচারে দেশের ক্ষতি অনেক বেশি। আমেরিকা তার নিজের স্বার্থ দেখবে। বাংলাদেশ কি দেশের মানুষের কথা ভাববে না? আমেরিকার ট্যারিফ খাঁচা যেন, দেশের অর্থনীতির ছিদ্রপথ বন্ধ সরকারকে মনোযোগী হতে হবে। — [539, 145, 1029, 316]
article-paragraph: সুফিয়ান আহমদ ভাইয়ের মতো এমন নিবেদিতপ্রাণ সাহিত্যিক ও সংগঠক আজকাল প্রায় বিরল বললেই চলে। কোনো ধরনের অহংকার স্পর্শ করতে পারে না তাকে। কখনো কারো সমালোচনায় মাতেন না। সবার সঙ্গে সুসম্পর্ক বজায় রেখে চলতে পছন্দ করেন। পরিশেষে তার সুস্বাস্থ্য ও দীর্ঘায়ু কামনা করছি। সচল থাকুক তার কলম। — [1036, 1338, 1498, 1399]
article-title: সুফিয়ান আহমদ চৌধুরী একজন — [1100, 1059, 1434, 1091]
article-paragraph: সিলেট জেলা আইনজীবী সমিতির গ্রন্থাগার সম্পাদক হিসেবে ১৯৯৮ সালে দায়িত্ব পালন করেন তিনি। পরপর দুইবার কার্যকরি পরিষদেও বিপুল ভোটে নির্বাচিত সদস্য ছিলেন এই সুফিয়ান ভাই। — [1036, 1242, 1498, 1271]
article-paragraph: নির্মিত হওয়ার একযুগ পরই বড়সড় ভূমিকম্পের শিকার হয় পার্থেনন। তখন এটি এবং পার্শ্ববর্তী অন্যান্য স্থাপনাগুলো অসাধারণ স্থিতিস্থাপকতা দেখিয়েছিল। খ্রিস্টপূর্ব ৪২৬ সালে সংঘটিত ওই ভূমিকম্পে গোটা অ্যাথেন্স ক্ষতির শিকার হলেও পার্থেননের একটি কলামকে শুধু ১ ইঞ্চির মতো সরাতে পেরেছিল। মূলত, স্থপতিদের অসাধারণ বুদ্ধিমত্তায় নির্মিত হওয়ার কারণেই বিভিন্ন সময় মারাত্মক প্রাকৃতিক দুর্যোগ থেকে রক্ষা পেয়েছিল পার্থেনন ও এর আশপাশের স্থাপনাগুলো। — [43, 446, 533, 507]
article-paragraph: সব গড়গড় করে বলতে থাকেন-ওরা ভাই প্লাস্টিকের চাল খায়, চাবাতে চাবাতে দাঁত ভেঙে যায়। আমাদের দেশে আমরা গরুর যে ডাইল খাওয়াই সেই খেসারির ডাইল দেয় প্রত্যেক বেলায়। — [1036, 470, 1498, 500]
article-paragraph: পাঠিয়েছে। অর্থাৎ মোট ২১টি দেশের জন্য নতুন পাল্টা শুল্কহার নির্ধারণ করলেন ডোনাল্ড ট্রাম্প। ১ আগস্ট থেকে তা কার্যকর হবে। এখন প্রশ্ন হচ্ছে, যুক্তরাষ্ট্রে পণ্য রপ্তানিতে বাংলাদেশের মোট শুল্ক হার কত দাঁড়াবে? ইউএস ইন্টারন্যাশনাল ট্রেড কমিশনের তথ্য অনুযায়ী, ২০২৪ সালে যুক্তরাষ্ট্রের বাজারে রপ্তানি হওয়া বাংলাদেশি পণ্যে গড়ে শুল্ক আদায় করা হয়েছে, তা গড় করলে হার দাঁড়ায় ১৫ শতাংশের মতো। আরও ৩৫ শতাংশ শুল্ক কার্যকর হলে বাংলাদেশ থেকে যুক্তরাষ্ট্রে পণ্য রপ্তানিতে ৫০ শতাংশ শুল্ক দিতে হবে। পাল্টা শুল্ক নিয়ে একেবারে যুক্তরাষ্ট্রের সঙ্গে আনুষ্ঠানিক আলোচনা শুরু করেছে বাংলাদেশ। গত তিন মাসে দরকষাকষি শেষে যুক্তরাষ্ট্র ও ভিয়েতনামের সঙ্গে যুক্তরাষ্ট্রের বাণিজ্যচুক্তি হয়েছে। ভারতের সঙ্গে চুক্তির বিষয়টিও কাছাকাছি পৌঁছেছে বলে মার্কিন কর্মকর্তারা জানিয়েছেন। গত এপ্রিলে ভিয়েতনামের ওপর ৪৬ শতাংশ পাল্টা শুল্ক আরোপ করেছিল যুক্তরাষ্ট্র। দরকষাকষির পর এখন সেটি কমে ২০ শতাংশ হয়েছে। অন্যদিকে দক্ষিণ কোরিয়া ও জাপানে থেকে আমদানি করা পণ্যের ওপর নতুন করে ২৫ শতাংশ শুল্ক নির্ধারণ করেছে মার্কিন প্রশাসন। এ ছাড়া মিয়ানমার ও লাওসের পণ্যের ওপর ৪০ শতাংশ, দক্ষিণ আফ্রিকার ওপর ৩০ শতাংশ, মালয়েশিয়ার ওপর ২৫ শতাংশ, তিউনিসিয়ার ওপর ২৫ শতাংশ, ইন্দোনেশিয়ার ওপর ৩২ শতাংশ, বসনিয়ার ওপর ৩০ শতাংশ, সার্বিয়ার ওপর ৩৫ শতাংশ, কম্বোডিয়া ও থাইল্যান্ডের ওপর ৩৬ শতাংশ এবং কাজাখস্তানের ওপর ২৫ শতাংশ শুল্কহার নির্ধারণ করা হয়েছে। — [43, 1085, 533, 1288]
continued-label: (৬-এর পাতার পর) — [737, 1073, 831, 1088]
date-bangla: বুধবার ১৬ জুলাই ২০২৫ — [435, 98, 601, 118]
article-paragraph: জিন্নাহ মামার কাছ থেকে শেখা 'দুনিয়ার মজদুর এক হও' স্লোগান আমার কানে সব সময়ই বাজতো। জাহাঙ্গীর সার কথা বলতে শুরু করলেই আমার চোখের সামনে জিন্নাহ মামার মুখটা ভেসে উঠতো। — [1036, 678, 1498, 707]
continued-label: (৩-এর পাতার পর) — [241, 645, 335, 659]
date-english: Wednesday 16 July 2025 — [402, 73, 634, 92]
section-label: অন্য পাতার পর — [949, 83, 1081, 107]
article-paragraph: বহুমাত্রিক গুণের অধিকারী অ্যাডভোকেট সুফিয়ান আহমদ চৌধুরীর জীবন বর্ণাঢ্য এতে কোনো সন্দেহ নেই। তার রচিত অনবদ্য গ্রন্থসমূহ হলো-ঈলিক ঝিলিক, রোদের হাসি, টুপটাপ, কুটুম্ব-কথা, নির্বাচিত ১০০ ছড়া, আম পাতা জাম পাতা, বর্ণালী দিনের ডায়েরি, কানামাছি ভোঁ ভোঁ, বক ঠোঁটে পুঁটি, সুবর্ণ ভোর, যত দূরে যাই, কাকতাড়ুয়ার ভয়, টিকটিকি টিক টিক, খাঁচার পাখির জীবন ইত্যাদি। — [1036, 1274, 1498, 1335]
article-paragraph: আজ পার্থেনন মন্দিরটি বিশ্বের বিভিন্ন স্থান থেকে আসা পর্যটকদের জন্য একটি প্রধান আকর্ষণ। অ্যাক্রোপলিস পাহাড়ের ওপর দাঁড়িয়ে থাকা এই মন্দিরটি দর্শকদের প্রাচীন গ্রিসের মহান সভ্যতার সঙ্গে পরিচয় করিয়ে দেয়। প্রতিদিন হাজার হাজার পর্যটক এই স্থানে এসে ইতিহাসের সাক্ষী হতে চান এবং মন্দিরের স্থাপত্যের সৌন্দর্য উপভোগ করেন। — [43, 510, 533, 555]
